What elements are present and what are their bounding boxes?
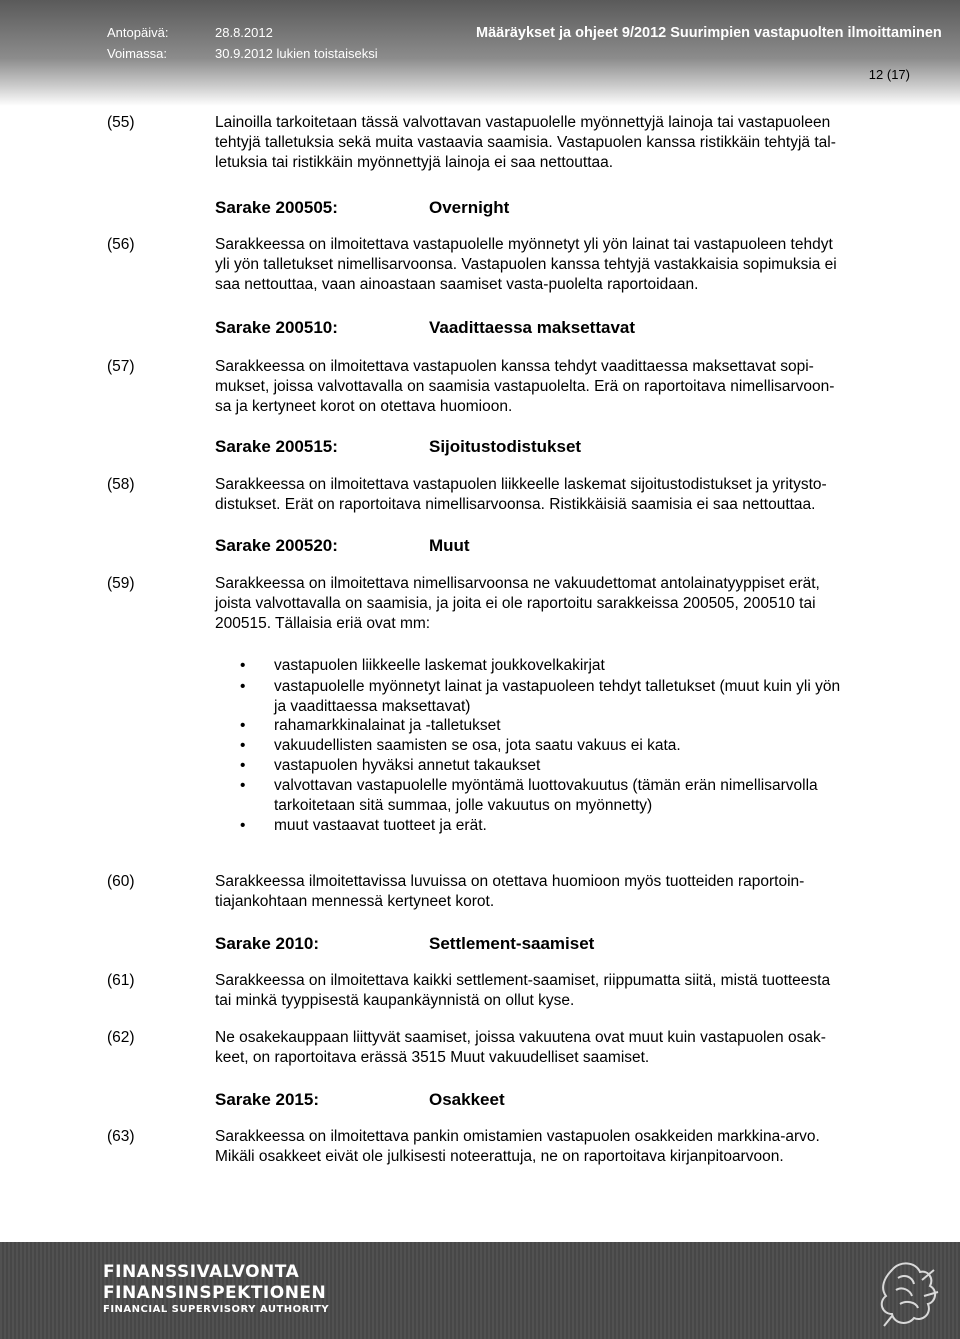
antopaiva-label: Antopäivä: (107, 25, 169, 40)
bullet-line: rahamarkkinalainat ja -talletukset (274, 717, 501, 734)
paragraph-line: Sarakkeessa on ilmoitettava kaikki settlement-saamiset, riippumatta siitä, mistä tuotteesta (215, 972, 831, 989)
voimassa-value: 30.9.2012 lukien toistaiseksi (215, 46, 378, 61)
paragraph-number: (55) (107, 114, 135, 131)
paragraph-line: Ne osakekauppaan liittyvät saamiset, joissa vakuutena ovat muut kuin vastapuolen osak- (215, 1029, 826, 1046)
paragraph-line: tehtyjä talletuksia sekä muita vastaavia saamisia. Vastapuolen kanssa ristikkäin tehtyjä tal- (215, 134, 836, 151)
heading-title: Muut (429, 536, 470, 555)
paragraph-line: Sarakkeessa ilmoitettavissa luvuissa on otettava huomioon myös tuotteiden raportoin- (215, 873, 805, 890)
paragraph-line: distukset. Erät on raportoitava nimellisarvoonsa. Ristikkäisiä saamisia ei saa nettouttaa. (215, 496, 816, 513)
bullet-line: vastapuolen hyväksi annetut takaukset (274, 757, 541, 774)
bullet-icon: • (240, 717, 246, 734)
paragraph-number: (59) (107, 575, 135, 592)
bullet-icon: • (240, 657, 246, 674)
bullet-icon: • (240, 737, 246, 754)
lion-emblem-icon (872, 1256, 946, 1332)
heading-title: Osakkeet (429, 1090, 505, 1109)
paragraph-line: yli yön talletukset nimellisarvoonsa. Vastapuolen kanssa tehtyjä vastakkaisia sopimuksia ei (215, 256, 837, 273)
antopaiva-value: 28.8.2012 (215, 25, 273, 40)
paragraph-number: (58) (107, 476, 135, 493)
heading-title: Settlement-saamiset (429, 934, 595, 953)
heading-code: Sarake 2010: (215, 934, 319, 953)
logo-text-finnish: FINANSSIVALVONTA (103, 1262, 300, 1282)
paragraph-line: Sarakkeessa on ilmoitettava vastapuolelle myönnetyt yli yön lainat tai vastapuoleen tehdyt (215, 236, 833, 253)
paragraph-line: Sarakkeessa on ilmoitettava pankin omistamien vastapuolen osakkeiden markkina-arvo. (215, 1128, 820, 1145)
heading-code: Sarake 200515: (215, 437, 338, 456)
paragraph-line: Sarakkeessa on ilmoitettava vastapuolen liikkeelle laskemat sijoitustodistukset ja yritysto- (215, 476, 827, 493)
paragraph-line: mukset, joissa valvottavalla on saamisia vastapuolelta. Erä on raportoitava nimellisarvoon- (215, 378, 835, 395)
paragraph-line: 200515. Tällaisia eriä ovat mm: (215, 615, 431, 632)
heading-title: Vaadittaessa maksettavat (429, 318, 636, 337)
bullet-line: muut vastaavat tuotteet ja erät. (274, 817, 487, 834)
paragraph-line: tai minkä tyyppisestä kaupankäynnistä on ollut kyse. (215, 992, 575, 1009)
bullet-icon: • (240, 777, 246, 794)
heading-code: Sarake 200510: (215, 318, 338, 337)
paragraph-number: (62) (107, 1029, 135, 1046)
heading-code: Sarake 200520: (215, 536, 338, 555)
bullet-icon: • (240, 678, 246, 695)
paragraph-line: keet, on raportoitava erässä 3515 Muut vakuudelliset saamiset. (215, 1049, 650, 1066)
paragraph-line: joista valvottavalla on saamisia, ja joita ei ole raportoitu sarakkeissa 200505, 200510 tai (215, 595, 816, 612)
heading-code: Sarake 200505: (215, 198, 338, 217)
paragraph-line: saa nettouttaa, vaan ainoastaan saamiset vasta-puolelta raportoidaan. (215, 276, 699, 293)
heading-title: Sijoitustodistukset (429, 437, 582, 456)
paragraph-line: Sarakkeessa on ilmoitettava vastapuolen kanssa tehdyt vaadittaessa maksettavat sopi- (215, 358, 814, 375)
bullet-line: tarkoitetaan sitä summaa, jolle vakuutus on myönnetty) (274, 797, 653, 814)
paragraph-number: (61) (107, 972, 135, 989)
paragraph-line: Mikäli osakkeet eivät ole julkisesti noteerattuja, ne on raportoitava kirjanpitoarvoon. (215, 1148, 784, 1165)
logo-text-swedish: FINANSINSPEKTIONEN (103, 1283, 327, 1303)
paragraph-line: letuksia tai ristikkäin myönnettyjä lainoja ei saa nettouttaa. (215, 154, 614, 171)
bullet-line: vastapuolen liikkeelle laskemat joukkovelkakirjat (274, 657, 605, 674)
paragraph-number: (60) (107, 873, 135, 890)
logo-text-english: FINANCIAL SUPERVISORY AUTHORITY (103, 1304, 330, 1315)
paragraph-line: tiajankohtaan mennessä kertyneet korot. (215, 893, 495, 910)
bullet-icon: • (240, 757, 246, 774)
bullet-line: vastapuolelle myönnetyt lainat ja vastapuoleen tehdyt talletukset (muut kuin yli yön (274, 678, 841, 695)
bullet-icon: • (240, 817, 246, 834)
paragraph-number: (63) (107, 1128, 135, 1145)
page-number: 12 (17) (868, 67, 910, 82)
heading-title: Overnight (429, 198, 510, 217)
heading-code: Sarake 2015: (215, 1090, 319, 1109)
paragraph-line: Lainoilla tarkoitetaan tässä valvottavan vastapuolelle myönnettyjä lainoja tai vastapuoleen (215, 114, 831, 131)
paragraph-number: (57) (107, 358, 135, 375)
bullet-line: valvottavan vastapuolelle myöntämä luottovakuutus (tämän erän nimellisarvolla (274, 777, 818, 794)
document-title: Määräykset ja ohjeet 9/2012 Suurimpien vastapuolten ilmoittaminen (476, 25, 942, 41)
bullet-line: vakuudellisten saamisten se osa, jota saatu vakuus ei kata. (274, 737, 681, 754)
voimassa-label: Voimassa: (107, 46, 167, 61)
bullet-line: ja vaadittaessa maksettavat) (274, 698, 471, 715)
paragraph-number: (56) (107, 236, 135, 253)
paragraph-line: Sarakkeessa on ilmoitettava nimellisarvoonsa ne vakuudettomat antolainatyyppiset erät, (215, 575, 820, 592)
paragraph-line: sa ja kertyneet korot on otettava huomioon. (215, 398, 513, 415)
